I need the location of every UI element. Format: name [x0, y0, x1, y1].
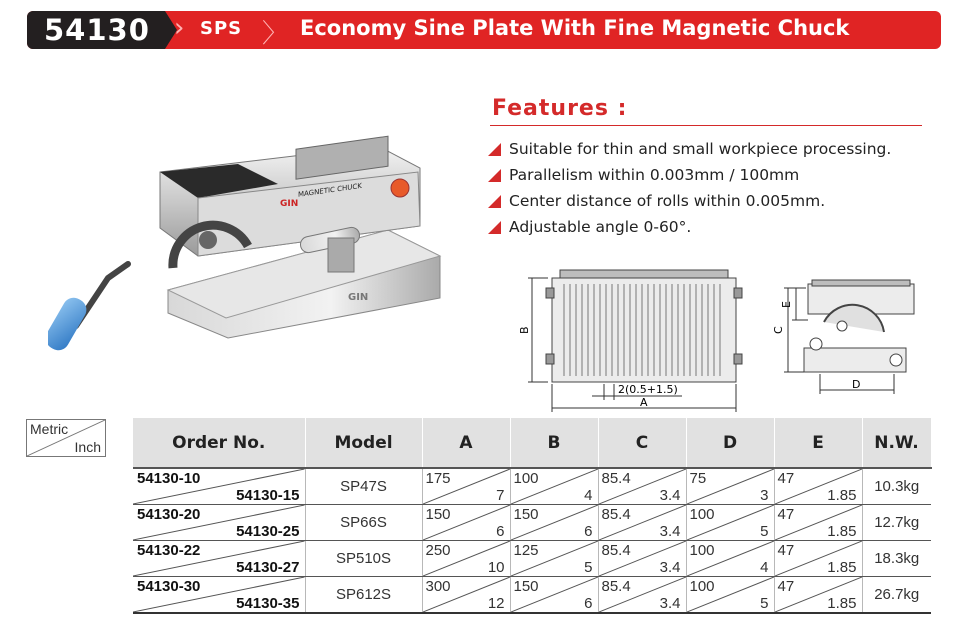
- model-cell: [305, 505, 422, 541]
- dimension-cell: [598, 505, 686, 541]
- dim-b-label: B: [518, 326, 531, 334]
- table-header-row: [133, 418, 931, 468]
- dimension-cell: [774, 468, 862, 505]
- order-no-inch: 54130-25: [236, 523, 300, 540]
- column-header: C: [598, 418, 686, 468]
- feature-item: [488, 162, 891, 188]
- table-row: [133, 541, 931, 577]
- dim-a-label: A: [640, 396, 648, 409]
- order-no-inch: 54130-15: [236, 487, 300, 504]
- model-cell: [305, 541, 422, 577]
- product-code: 54130: [44, 13, 150, 47]
- page-title: Economy Sine Plate With Fine Magnetic Chuck: [300, 16, 850, 40]
- dimension-cell: [686, 541, 774, 577]
- technical-drawing: [512, 260, 932, 414]
- order-no-cell: [133, 505, 305, 541]
- dimension-cell: [686, 505, 774, 541]
- dimension-cell: [510, 577, 598, 614]
- model-cell: [305, 468, 422, 505]
- dimension-cell: [422, 577, 510, 614]
- order-no-metric: 54130-20: [137, 506, 201, 523]
- dimension-cell: [422, 468, 510, 505]
- dim-e-label: E: [780, 301, 793, 308]
- value-inch: 10: [487, 559, 505, 576]
- value-mm: 47: [777, 470, 795, 487]
- value-inch: 12: [487, 595, 505, 612]
- value-mm: 85.4: [601, 506, 631, 523]
- svg-text:GIN: GIN: [348, 292, 369, 303]
- value-inch: 1.85: [827, 523, 857, 540]
- value-mm: 300: [425, 578, 451, 595]
- value-mm: 47: [777, 578, 795, 595]
- value-mm: 100: [689, 542, 715, 559]
- value-mm: 175: [425, 470, 451, 487]
- value-mm: 250: [425, 542, 451, 559]
- unit-inch: Inch: [74, 439, 101, 455]
- value-inch: 7: [496, 487, 505, 504]
- value-inch: 4: [760, 559, 769, 576]
- value-mm: 125: [513, 542, 539, 559]
- model-value: SP510S: [335, 550, 392, 567]
- net-weight: 10.3kg: [874, 478, 920, 495]
- triangle-bullet-icon: [488, 143, 501, 156]
- column-header: E: [774, 418, 862, 468]
- value-inch: 5: [584, 559, 593, 576]
- value-inch: 6: [496, 523, 505, 540]
- value-inch: 6: [584, 595, 593, 612]
- value-inch: 6: [584, 523, 593, 540]
- feature-item: [488, 136, 891, 162]
- value-inch: 5: [760, 523, 769, 540]
- feature-text: Adjustable angle 0-60°.: [509, 218, 692, 236]
- weight-cell: [862, 541, 931, 577]
- value-inch: 3: [760, 487, 769, 504]
- value-inch: 1.85: [827, 487, 857, 504]
- photo-plate-text: MAGNETIC CHUCK: [298, 180, 362, 199]
- value-inch: 5: [760, 595, 769, 612]
- features-heading: Features :: [492, 96, 628, 121]
- features-divider: [490, 125, 922, 126]
- net-weight: 18.3kg: [874, 550, 920, 567]
- brand-logo: GIN: [280, 199, 299, 209]
- column-header: B: [510, 418, 598, 468]
- weight-cell: [862, 577, 931, 614]
- dimension-cell: [774, 577, 862, 614]
- series-label: SPS: [200, 18, 243, 39]
- order-no-cell: [133, 541, 305, 577]
- triangle-bullet-icon: [488, 195, 501, 208]
- product-photo: [48, 128, 448, 360]
- table-row: [133, 577, 931, 614]
- table-row: [133, 468, 931, 505]
- order-no-inch: 54130-27: [236, 559, 300, 576]
- dimension-cell: [422, 541, 510, 577]
- value-mm: 85.4: [601, 470, 631, 487]
- feature-item: [488, 188, 891, 214]
- feature-text: Center distance of rolls within 0.005mm.: [509, 192, 826, 210]
- order-no-cell: [133, 468, 305, 505]
- table-row: [133, 505, 931, 541]
- feature-text: Parallelism within 0.003mm / 100mm: [509, 166, 800, 184]
- order-no-cell: [133, 577, 305, 614]
- dimension-cell: [774, 541, 862, 577]
- column-header: N.W.: [862, 418, 931, 468]
- column-header: Model: [305, 418, 422, 468]
- triangle-bullet-icon: [488, 169, 501, 182]
- net-weight: 26.7kg: [874, 586, 920, 603]
- value-mm: 150: [425, 506, 451, 523]
- dimension-cell: [598, 541, 686, 577]
- value-mm: 100: [513, 470, 539, 487]
- model-cell: [305, 577, 422, 614]
- dimension-cell: [598, 468, 686, 505]
- weight-cell: [862, 468, 931, 505]
- value-mm: 150: [513, 506, 539, 523]
- dimension-cell: [510, 541, 598, 577]
- value-mm: 150: [513, 578, 539, 595]
- unit-metric: Metric: [30, 421, 69, 437]
- value-mm: 85.4: [601, 578, 631, 595]
- value-inch: 4: [584, 487, 593, 504]
- model-value: SP66S: [340, 514, 387, 531]
- value-inch: 3.4: [659, 487, 681, 504]
- dimension-cell: [686, 577, 774, 614]
- value-mm: 47: [777, 506, 795, 523]
- dimension-cell: [686, 468, 774, 505]
- value-inch: 3.4: [659, 523, 681, 540]
- dimension-cell: [510, 505, 598, 541]
- net-weight: 12.7kg: [874, 514, 920, 531]
- rolls-note: 2(0.5+1.5): [618, 383, 678, 396]
- order-no-inch: 54130-35: [236, 595, 300, 612]
- dim-c-label: C: [772, 326, 785, 334]
- column-header: A: [422, 418, 510, 468]
- features-list: [488, 136, 891, 240]
- feature-item: [488, 214, 891, 240]
- dimension-cell: [774, 505, 862, 541]
- spec-table: [133, 418, 932, 614]
- dimension-cell: [510, 468, 598, 505]
- weight-cell: [862, 505, 931, 541]
- dimension-cell: [598, 577, 686, 614]
- value-mm: 75: [689, 470, 707, 487]
- column-header: Order No.: [133, 418, 305, 468]
- dimension-cell: [422, 505, 510, 541]
- unit-legend: [26, 419, 106, 457]
- value-mm: 85.4: [601, 542, 631, 559]
- value-inch: 1.85: [827, 595, 857, 612]
- value-mm: 47: [777, 542, 795, 559]
- dim-d-label: D: [852, 378, 861, 391]
- order-no-metric: 54130-22: [137, 542, 201, 559]
- value-mm: 100: [689, 506, 715, 523]
- value-inch: 3.4: [659, 559, 681, 576]
- value-mm: 100: [689, 578, 715, 595]
- order-no-metric: 54130-30: [137, 578, 201, 595]
- chevron-icon: ›: [174, 13, 185, 43]
- model-value: SP47S: [340, 478, 387, 495]
- order-no-metric: 54130-10: [137, 470, 201, 487]
- value-inch: 3.4: [659, 595, 681, 612]
- column-header: D: [686, 418, 774, 468]
- chevron-icon: 〉: [262, 19, 289, 49]
- feature-text: Suitable for thin and small workpiece processing.: [509, 140, 892, 158]
- value-inch: 1.85: [827, 559, 857, 576]
- model-value: SP612S: [335, 586, 392, 603]
- triangle-bullet-icon: [488, 221, 501, 234]
